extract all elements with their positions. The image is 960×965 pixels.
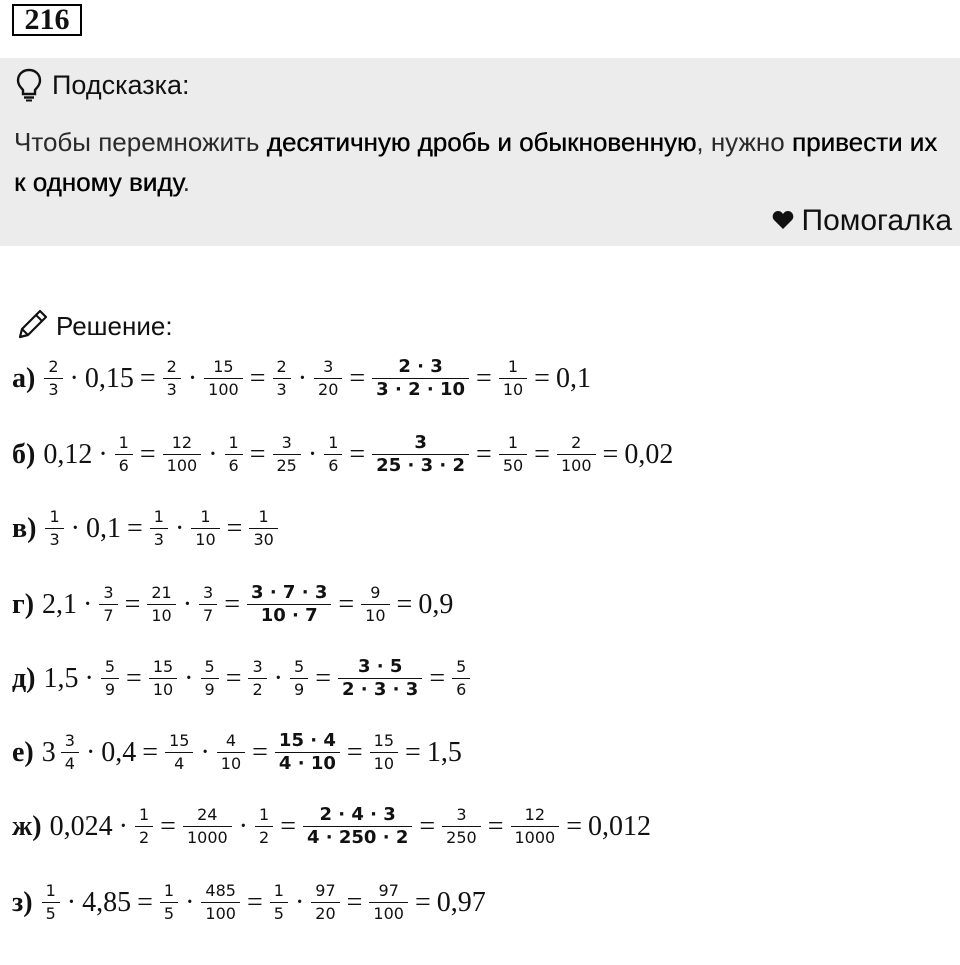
numerator: 485 <box>205 881 236 900</box>
hint-box <box>0 58 960 246</box>
fraction <box>452 656 470 701</box>
numerator: 5 <box>104 657 116 676</box>
number: 1,5 <box>43 662 79 694</box>
numerator: 15 <box>213 357 234 376</box>
equals-sign: = <box>249 438 266 470</box>
row-label: з) <box>12 886 33 918</box>
equals-sign: = <box>124 588 141 620</box>
equals-sign: = <box>160 810 176 842</box>
hint-text <box>14 122 944 202</box>
fraction <box>225 432 243 477</box>
solution-row <box>12 730 464 775</box>
fraction <box>249 506 277 551</box>
multiply-sign: · <box>174 512 185 544</box>
denominator: 250 <box>446 828 477 847</box>
fraction <box>165 730 193 775</box>
fraction <box>101 656 119 701</box>
multiply-sign: · <box>182 588 193 620</box>
denominator: 30 <box>253 530 274 549</box>
denominator: 100 <box>208 380 239 399</box>
numerator: 24 <box>197 805 218 824</box>
equals-sign: = <box>405 736 421 768</box>
denominator: 20 <box>318 380 339 399</box>
fraction <box>273 356 291 401</box>
denominator: 7 <box>103 606 114 625</box>
multiply-sign: · <box>187 362 198 394</box>
equals-sign: = <box>139 438 156 470</box>
fraction <box>557 432 596 477</box>
denominator: 3 · 2 · 10 <box>376 379 466 400</box>
pencil-icon <box>16 307 50 345</box>
fraction <box>147 582 175 627</box>
hint-text-part: Чтобы перемножить <box>14 127 267 157</box>
brand <box>772 204 953 238</box>
numerator: 1 <box>49 507 60 526</box>
denominator: 20 <box>315 904 336 923</box>
numerator: 2 <box>166 357 177 376</box>
fraction <box>372 432 469 477</box>
equals-sign: = <box>137 886 153 918</box>
row-label: б) <box>12 438 36 470</box>
whole-part: 3 <box>41 736 56 768</box>
number: 0,02 <box>624 438 674 470</box>
fraction <box>372 356 469 401</box>
fraction <box>511 804 560 849</box>
numerator: 1 <box>138 805 150 824</box>
fraction <box>115 432 133 477</box>
equals-sign: = <box>476 362 492 394</box>
equals-sign: = <box>414 886 431 918</box>
multiply-sign: · <box>294 886 305 918</box>
number: 0,9 <box>418 588 454 620</box>
multiply-sign: · <box>70 512 80 544</box>
multiply-sign: · <box>66 886 77 918</box>
number: 2,1 <box>42 588 78 620</box>
number: 0,97 <box>436 886 486 918</box>
numerator: 2 <box>48 357 59 376</box>
fraction <box>255 804 273 849</box>
numerator: 3 <box>203 583 214 602</box>
denominator: 5 <box>163 904 175 923</box>
denominator: 3 <box>153 530 164 549</box>
fraction <box>324 432 342 477</box>
equals-sign: = <box>126 512 143 544</box>
denominator: 2 · 3 · 3 <box>341 679 419 700</box>
equals-sign: = <box>419 810 436 842</box>
denominator: 10 <box>195 530 216 549</box>
multiply-sign: · <box>118 810 128 842</box>
heart-icon <box>772 204 802 238</box>
denominator: 100 <box>205 904 236 923</box>
numerator: 2 <box>276 357 287 376</box>
denominator: 25 <box>276 456 297 475</box>
fraction <box>311 880 339 925</box>
equals-sign: = <box>487 810 504 842</box>
fraction <box>44 356 62 401</box>
numerator: 1 <box>507 433 519 452</box>
fraction <box>61 730 79 775</box>
denominator: 5 <box>273 904 284 923</box>
equals-sign: = <box>346 736 363 768</box>
multiply-sign: · <box>69 362 79 394</box>
numerator: 5 <box>456 657 467 676</box>
row-label: д) <box>12 662 36 694</box>
lightbulb-icon <box>16 68 42 102</box>
fraction <box>135 804 153 849</box>
denominator: 10 <box>365 606 386 625</box>
fraction <box>217 730 245 775</box>
equals-sign: = <box>224 588 241 620</box>
fraction <box>163 432 202 477</box>
fraction <box>275 730 340 775</box>
solution-row <box>12 582 455 627</box>
numerator: 3 <box>103 583 114 602</box>
denominator: 6 <box>118 456 129 475</box>
numerator: 1 <box>200 507 211 526</box>
numerator: 12 <box>524 805 546 824</box>
denominator: 3 <box>49 530 60 549</box>
denominator: 4 · 10 <box>278 753 336 774</box>
multiply-sign: · <box>98 438 108 470</box>
denominator: 50 <box>502 456 524 475</box>
equals-sign: = <box>476 438 492 470</box>
denominator: 2 <box>252 680 263 699</box>
fraction <box>160 880 178 925</box>
numerator: 1 <box>163 881 175 900</box>
multiply-sign: · <box>307 438 318 470</box>
numerator: 5 <box>204 657 215 676</box>
hint-header <box>16 68 190 102</box>
numerator: 1 <box>118 433 129 452</box>
fraction <box>248 656 266 701</box>
multiply-sign: · <box>208 438 218 470</box>
solution-row <box>12 656 473 701</box>
numerator: 3 <box>414 432 427 453</box>
denominator: 25 · 3 · 2 <box>376 455 466 476</box>
equals-sign: = <box>249 362 266 394</box>
fraction <box>201 880 240 925</box>
solution-row <box>12 356 593 401</box>
equals-sign: = <box>280 810 296 842</box>
equals-sign: = <box>566 810 583 842</box>
numerator: 1 <box>507 357 519 376</box>
multiply-sign: · <box>238 810 248 842</box>
denominator: 10 <box>502 380 524 399</box>
denominator: 6 <box>456 680 467 699</box>
numerator: 5 <box>294 657 305 676</box>
task-number: 216 <box>12 4 82 36</box>
numerator: 21 <box>151 583 172 602</box>
fraction <box>338 656 422 701</box>
numerator: 1 <box>228 433 239 452</box>
numerator: 3 · 7 · 3 <box>251 582 328 603</box>
equals-sign: = <box>139 362 156 394</box>
fraction <box>201 656 219 701</box>
numerator: 1 <box>45 881 56 900</box>
equals-sign: = <box>602 438 619 470</box>
equals-sign: = <box>429 662 446 694</box>
fraction <box>270 880 288 925</box>
multiply-sign: · <box>83 588 93 620</box>
fraction <box>499 356 527 401</box>
fraction <box>303 804 412 849</box>
solution-title: Решение: <box>56 310 173 341</box>
numerator: 9 <box>370 583 381 602</box>
fraction <box>370 730 398 775</box>
fraction <box>199 582 217 627</box>
numerator: 3 <box>323 357 334 376</box>
equals-sign: = <box>225 662 242 694</box>
multiply-sign: · <box>85 736 96 768</box>
denominator: 3 <box>276 380 287 399</box>
numerator: 3 <box>252 657 263 676</box>
denominator: 100 <box>166 456 198 475</box>
denominator: 10 <box>151 606 172 625</box>
numerator: 3 <box>64 731 75 750</box>
denominator: 9 <box>294 680 305 699</box>
numerator: 15 <box>373 731 395 750</box>
row-label: г) <box>12 588 35 620</box>
denominator: 7 <box>203 606 214 625</box>
numerator: 15 <box>169 731 190 750</box>
denominator: 4 <box>174 754 185 773</box>
equals-sign: = <box>349 438 366 470</box>
numerator: 4 <box>225 731 237 750</box>
equals-sign: = <box>534 362 550 394</box>
numerator: 12 <box>171 433 193 452</box>
equals-sign: = <box>346 886 363 918</box>
fraction <box>247 582 331 627</box>
numerator: 3 · 5 <box>357 656 403 677</box>
equals-sign: = <box>396 588 413 620</box>
fraction <box>314 356 342 401</box>
fraction <box>442 804 481 849</box>
numerator: 1 <box>153 507 164 526</box>
fraction <box>42 880 60 925</box>
equals-sign: = <box>142 736 159 768</box>
fraction <box>183 804 232 849</box>
numerator: 97 <box>315 881 336 900</box>
number: 1,5 <box>426 736 462 768</box>
denominator: 10 <box>152 680 174 699</box>
number: 0,4 <box>101 736 137 768</box>
brand-name: Помогалка <box>801 204 952 237</box>
row-label: в) <box>12 512 37 544</box>
number: 0,024 <box>49 810 113 842</box>
equals-sign: = <box>246 886 263 918</box>
number: 0,012 <box>588 810 652 842</box>
equals-sign: = <box>315 662 331 694</box>
row-label: а) <box>12 362 36 394</box>
denominator: 10 <box>373 754 395 773</box>
denominator: 2 <box>138 828 150 847</box>
denominator: 1000 <box>186 828 228 847</box>
numerator: 97 <box>378 881 399 900</box>
fraction <box>273 432 301 477</box>
numerator: 1 <box>273 881 284 900</box>
numerator: 15 · 4 <box>278 730 336 751</box>
denominator: 1000 <box>514 828 556 847</box>
numerator: 1 <box>259 805 270 824</box>
fraction <box>369 880 408 925</box>
multiply-sign: · <box>184 662 194 694</box>
numerator: 2 <box>571 433 582 452</box>
denominator: 100 <box>560 456 592 475</box>
multiply-sign: · <box>273 662 283 694</box>
multiply-sign: · <box>185 886 195 918</box>
hint-title: Подсказка: <box>52 69 190 100</box>
equals-sign: = <box>338 588 355 620</box>
numerator: 15 <box>152 657 174 676</box>
fraction <box>149 656 177 701</box>
fraction <box>150 506 168 551</box>
numerator: 2 · 3 <box>398 356 443 377</box>
denominator: 3 <box>166 380 177 399</box>
hint-text-bold: привести их к одному виду <box>14 127 938 197</box>
numerator: 1 <box>328 433 339 452</box>
solution-row <box>12 432 675 477</box>
fraction <box>290 656 308 701</box>
fraction <box>163 356 181 401</box>
equals-sign: = <box>226 512 243 544</box>
number: 4,85 <box>82 886 132 918</box>
denominator: 9 <box>104 680 116 699</box>
number: 0,12 <box>43 438 93 470</box>
denominator: 9 <box>204 680 215 699</box>
multiply-sign: · <box>200 736 210 768</box>
fraction <box>361 582 389 627</box>
equals-sign: = <box>534 438 550 470</box>
numerator: 3 <box>281 433 292 452</box>
denominator: 10 <box>220 754 242 773</box>
solution-row <box>12 880 488 925</box>
fraction <box>191 506 219 551</box>
fraction <box>45 506 63 551</box>
solution-row <box>12 506 281 551</box>
equals-sign: = <box>349 362 366 394</box>
denominator: 100 <box>373 904 404 923</box>
hint-text-bold: десятичную дробь и обыкновенную <box>266 127 697 157</box>
fraction <box>204 356 243 401</box>
solution-row <box>12 804 653 849</box>
hint-text-part: , нужно <box>696 127 792 157</box>
row-label: ж) <box>12 810 42 842</box>
hint-text-part: . <box>182 167 191 197</box>
denominator: 5 <box>45 904 56 923</box>
number: 0,15 <box>84 362 134 394</box>
numerator: 2 · 4 · 3 <box>319 804 396 825</box>
fraction <box>99 582 117 627</box>
denominator: 6 <box>328 456 339 475</box>
multiply-sign: · <box>297 362 308 394</box>
denominator: 3 <box>48 380 59 399</box>
row-label: е) <box>12 736 34 768</box>
fraction <box>499 432 527 477</box>
mixed-number <box>40 730 82 775</box>
equals-sign: = <box>252 736 268 768</box>
number: 0,1 <box>85 512 121 544</box>
solution-header <box>16 308 173 344</box>
numerator: 3 <box>456 805 467 824</box>
denominator: 10 · 7 <box>260 605 318 626</box>
multiply-sign: · <box>84 662 94 694</box>
denominator: 4 · 250 · 2 <box>306 827 409 848</box>
denominator: 6 <box>228 456 239 475</box>
number: 0,1 <box>555 362 591 394</box>
denominator: 2 <box>259 828 270 847</box>
denominator: 4 <box>64 754 75 773</box>
numerator: 1 <box>258 507 269 526</box>
equals-sign: = <box>126 662 142 694</box>
